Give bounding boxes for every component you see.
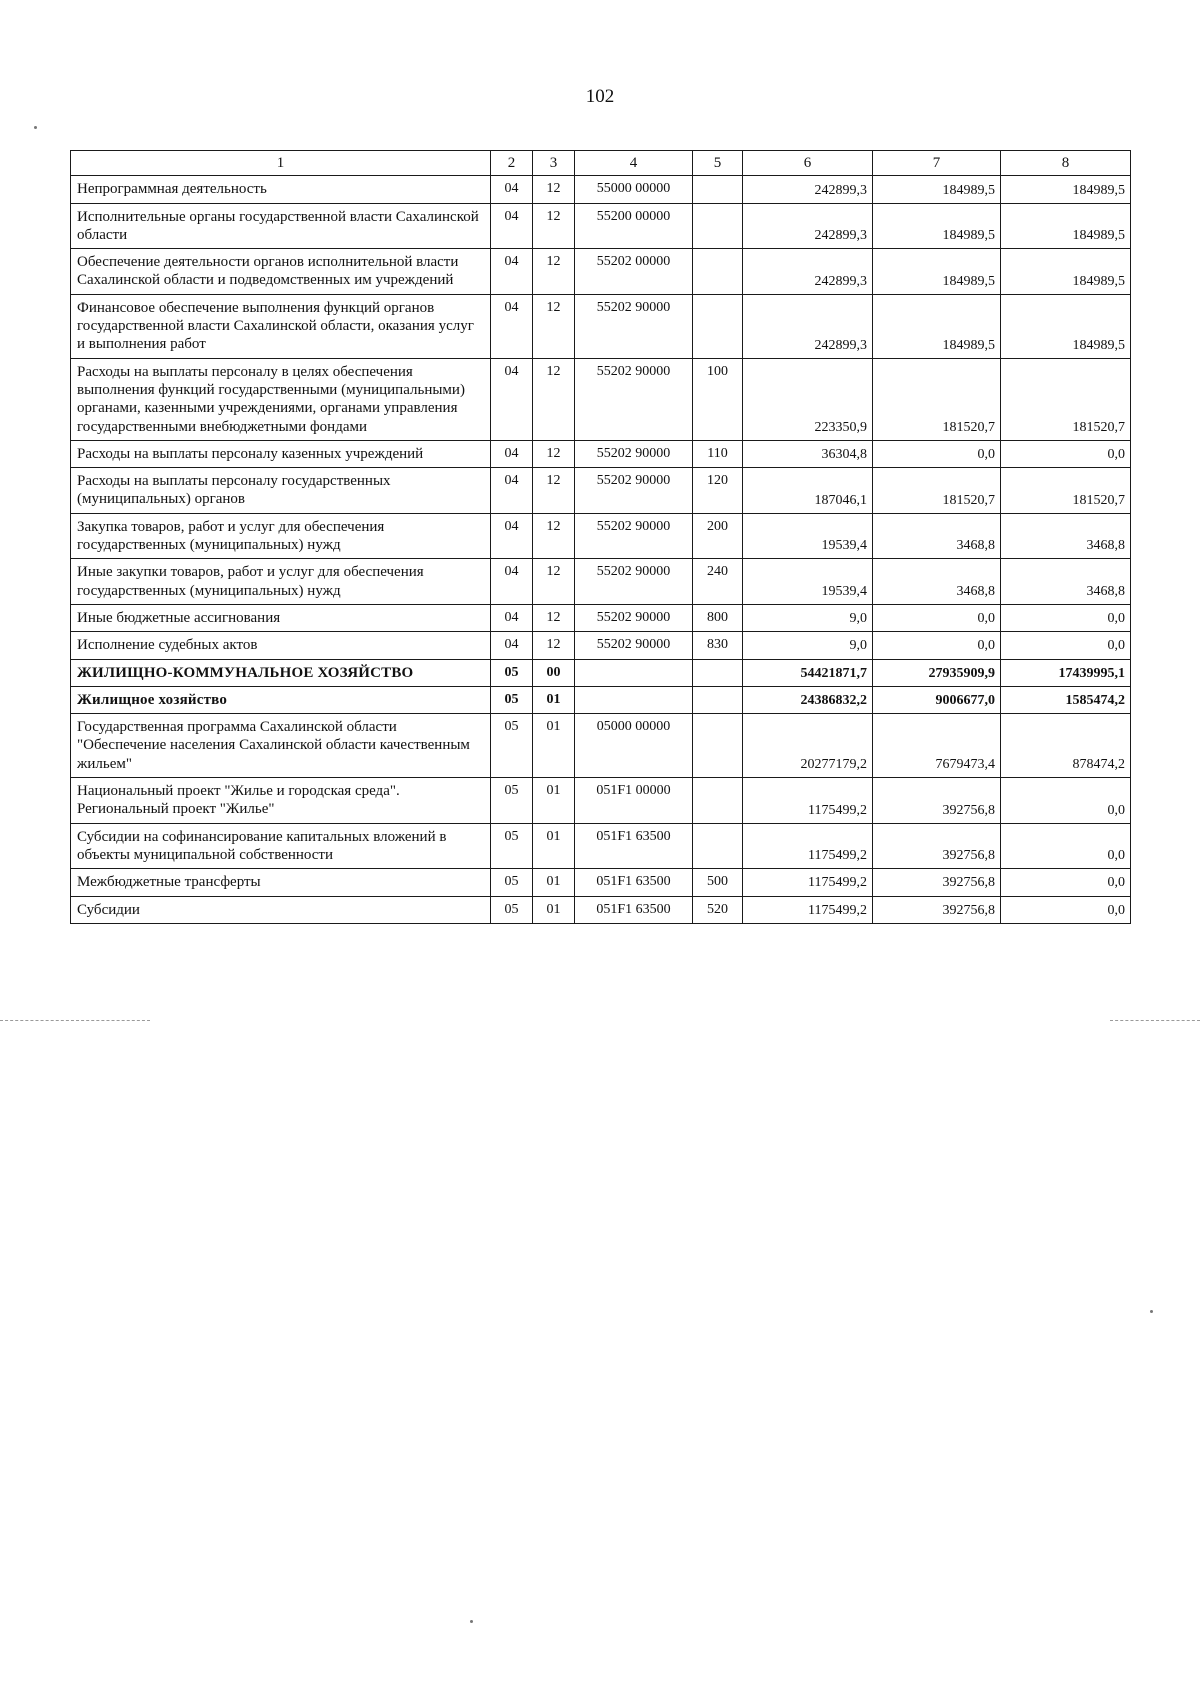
- row-expense-type: [693, 294, 743, 358]
- row-expense-type: 500: [693, 869, 743, 896]
- scan-speck: [470, 1620, 473, 1623]
- row-name: Исполнительные органы государственной власти Сахалинской области: [71, 203, 491, 249]
- scan-artifact-line: [0, 1020, 150, 1021]
- row-name: Межбюджетные трансферты: [71, 869, 491, 896]
- row-target-article: 55202 00000: [575, 249, 693, 295]
- row-name: Обеспечение деятельности органов исполнительной власти Сахалинской области и подведомственных им учреждений: [71, 249, 491, 295]
- row-subsection: 01: [533, 778, 575, 824]
- row-amount-col8: 181520,7: [1001, 358, 1131, 440]
- row-expense-type: [693, 823, 743, 869]
- row-amount-col8: 184989,5: [1001, 249, 1131, 295]
- row-section: 04: [491, 468, 533, 514]
- table-row: [71, 632, 1131, 659]
- row-amount-col7: 7679473,4: [873, 714, 1001, 778]
- table-row: [71, 686, 1131, 713]
- row-name: Расходы на выплаты персоналу в целях обеспечения выполнения функций государственными (муниципальными) органами, казенными учреждениями, органами управления государственными внебюджетными фондами: [71, 358, 491, 440]
- table-row: [71, 714, 1131, 778]
- row-amount-col6: 223350,9: [743, 358, 873, 440]
- row-amount-col6: 24386832,2: [743, 686, 873, 713]
- row-amount-col8: 3468,8: [1001, 559, 1131, 605]
- row-section: 04: [491, 559, 533, 605]
- row-section: 04: [491, 513, 533, 559]
- row-section: 05: [491, 686, 533, 713]
- row-amount-col8: 878474,2: [1001, 714, 1131, 778]
- row-name: Финансовое обеспечение выполнения функций органов государственной власти Сахалинской области, оказания услуг и выполнения работ: [71, 294, 491, 358]
- row-amount-col7: 392756,8: [873, 778, 1001, 824]
- row-amount-col7: 3468,8: [873, 559, 1001, 605]
- row-amount-col8: 0,0: [1001, 440, 1131, 467]
- row-name: Иные закупки товаров, работ и услуг для обеспечения государственных (муниципальных) нужд: [71, 559, 491, 605]
- row-section: 05: [491, 869, 533, 896]
- row-amount-col6: 36304,8: [743, 440, 873, 467]
- table-row: [71, 823, 1131, 869]
- row-target-article: 55202 90000: [575, 468, 693, 514]
- table-row: [71, 358, 1131, 440]
- row-amount-col8: 0,0: [1001, 604, 1131, 631]
- table-row: [71, 294, 1131, 358]
- row-expense-type: [693, 778, 743, 824]
- row-subsection: 12: [533, 632, 575, 659]
- row-target-article: 55202 90000: [575, 294, 693, 358]
- table-row: [71, 468, 1131, 514]
- table-row: [71, 176, 1131, 203]
- row-amount-col6: 242899,3: [743, 176, 873, 203]
- row-amount-col8: 0,0: [1001, 869, 1131, 896]
- row-amount-col6: 19539,4: [743, 513, 873, 559]
- row-amount-col7: 184989,5: [873, 203, 1001, 249]
- row-subsection: 12: [533, 203, 575, 249]
- row-amount-col7: 392756,8: [873, 896, 1001, 923]
- row-section: 05: [491, 778, 533, 824]
- row-amount-col6: 20277179,2: [743, 714, 873, 778]
- row-amount-col7: 392756,8: [873, 869, 1001, 896]
- row-target-article: 051F1 63500: [575, 869, 693, 896]
- row-subsection: 12: [533, 294, 575, 358]
- header-col-2: 2: [491, 151, 533, 176]
- row-amount-col6: 54421871,7: [743, 659, 873, 686]
- row-amount-col8: 17439995,1: [1001, 659, 1131, 686]
- row-amount-col7: 3468,8: [873, 513, 1001, 559]
- table-row: [71, 559, 1131, 605]
- row-expense-type: [693, 714, 743, 778]
- row-name: Непрограммная деятельность: [71, 176, 491, 203]
- row-target-article: 55202 90000: [575, 358, 693, 440]
- row-subsection: 01: [533, 686, 575, 713]
- row-name: Национальный проект "Жилье и городская среда". Региональный проект "Жилье": [71, 778, 491, 824]
- row-subsection: 12: [533, 604, 575, 631]
- row-amount-col8: 184989,5: [1001, 203, 1131, 249]
- row-name: Расходы на выплаты персоналу государственных (муниципальных) органов: [71, 468, 491, 514]
- row-amount-col7: 181520,7: [873, 358, 1001, 440]
- row-amount-col7: 392756,8: [873, 823, 1001, 869]
- table-row: [71, 249, 1131, 295]
- row-section: 04: [491, 294, 533, 358]
- row-expense-type: 100: [693, 358, 743, 440]
- row-section: 04: [491, 203, 533, 249]
- row-amount-col8: 0,0: [1001, 632, 1131, 659]
- header-col-5: 5: [693, 151, 743, 176]
- table-row: [71, 869, 1131, 896]
- row-name: Иные бюджетные ассигнования: [71, 604, 491, 631]
- header-col-7: 7: [873, 151, 1001, 176]
- row-target-article: 55200 00000: [575, 203, 693, 249]
- scan-artifact-line: [1110, 1020, 1200, 1021]
- header-row: [71, 151, 1131, 176]
- row-name: Государственная программа Сахалинской области "Обеспечение населения Сахалинской области качественным жильем": [71, 714, 491, 778]
- row-target-article: 051F1 63500: [575, 823, 693, 869]
- row-amount-col6: 1175499,2: [743, 778, 873, 824]
- row-subsection: 12: [533, 513, 575, 559]
- row-target-article: 05000 00000: [575, 714, 693, 778]
- row-section: 05: [491, 659, 533, 686]
- header-col-3: 3: [533, 151, 575, 176]
- row-expense-type: 240: [693, 559, 743, 605]
- row-target-article: 55202 90000: [575, 440, 693, 467]
- row-expense-type: [693, 249, 743, 295]
- row-amount-col6: 1175499,2: [743, 823, 873, 869]
- row-section: 04: [491, 249, 533, 295]
- header-col-6: 6: [743, 151, 873, 176]
- row-expense-type: 200: [693, 513, 743, 559]
- row-amount-col7: 0,0: [873, 440, 1001, 467]
- budget-table-container: [70, 150, 1130, 924]
- scan-speck: [34, 126, 37, 129]
- row-target-article: 55202 90000: [575, 559, 693, 605]
- page-number: 102: [585, 86, 615, 107]
- row-expense-type: [693, 659, 743, 686]
- row-amount-col7: 0,0: [873, 632, 1001, 659]
- row-subsection: 12: [533, 249, 575, 295]
- table-body: [71, 176, 1131, 924]
- row-amount-col8: 0,0: [1001, 823, 1131, 869]
- scan-speck: [1150, 1310, 1153, 1313]
- row-amount-col8: 0,0: [1001, 896, 1131, 923]
- row-expense-type: 800: [693, 604, 743, 631]
- table-row: [71, 604, 1131, 631]
- row-amount-col7: 0,0: [873, 604, 1001, 631]
- table-row: [71, 440, 1131, 467]
- budget-table: [70, 150, 1131, 924]
- table-row: [71, 896, 1131, 923]
- row-amount-col7: 184989,5: [873, 294, 1001, 358]
- row-expense-type: [693, 176, 743, 203]
- row-section: 04: [491, 440, 533, 467]
- row-name: Исполнение судебных актов: [71, 632, 491, 659]
- row-section: 05: [491, 896, 533, 923]
- row-amount-col7: 27935909,9: [873, 659, 1001, 686]
- row-target-article: 55202 90000: [575, 513, 693, 559]
- row-name: Субсидии: [71, 896, 491, 923]
- row-amount-col6: 242899,3: [743, 294, 873, 358]
- row-section: 04: [491, 632, 533, 659]
- row-name: Закупка товаров, работ и услуг для обеспечения государственных (муниципальных) нужд: [71, 513, 491, 559]
- row-subsection: 01: [533, 714, 575, 778]
- row-subsection: 12: [533, 468, 575, 514]
- header-col-8: 8: [1001, 151, 1131, 176]
- row-subsection: 12: [533, 358, 575, 440]
- table-row: [71, 778, 1131, 824]
- row-amount-col7: 181520,7: [873, 468, 1001, 514]
- row-subsection: 12: [533, 440, 575, 467]
- row-target-article: 051F1 00000: [575, 778, 693, 824]
- row-target-article: [575, 659, 693, 686]
- row-amount-col8: 0,0: [1001, 778, 1131, 824]
- row-target-article: 55202 90000: [575, 604, 693, 631]
- row-amount-col6: 1175499,2: [743, 896, 873, 923]
- row-name: Жилищное хозяйство: [71, 686, 491, 713]
- row-expense-type: [693, 686, 743, 713]
- row-amount-col8: 184989,5: [1001, 294, 1131, 358]
- header-col-1: 1: [71, 151, 491, 176]
- row-amount-col6: 1175499,2: [743, 869, 873, 896]
- row-section: 04: [491, 358, 533, 440]
- row-section: 05: [491, 823, 533, 869]
- row-expense-type: 520: [693, 896, 743, 923]
- row-expense-type: 120: [693, 468, 743, 514]
- row-target-article: 55000 00000: [575, 176, 693, 203]
- row-amount-col8: 3468,8: [1001, 513, 1131, 559]
- row-amount-col7: 184989,5: [873, 176, 1001, 203]
- row-section: 04: [491, 604, 533, 631]
- row-subsection: 01: [533, 896, 575, 923]
- row-amount-col7: 9006677,0: [873, 686, 1001, 713]
- row-amount-col6: 19539,4: [743, 559, 873, 605]
- row-name: Расходы на выплаты персоналу казенных учреждений: [71, 440, 491, 467]
- row-expense-type: 110: [693, 440, 743, 467]
- row-name: ЖИЛИЩНО-КОММУНАЛЬНОЕ ХОЗЯЙСТВО: [71, 659, 491, 686]
- row-expense-type: 830: [693, 632, 743, 659]
- row-amount-col6: 187046,1: [743, 468, 873, 514]
- row-target-article: 051F1 63500: [575, 896, 693, 923]
- row-subsection: 12: [533, 176, 575, 203]
- row-amount-col6: 242899,3: [743, 203, 873, 249]
- row-amount-col8: 181520,7: [1001, 468, 1131, 514]
- row-section: 05: [491, 714, 533, 778]
- row-amount-col6: 242899,3: [743, 249, 873, 295]
- table-row: [71, 203, 1131, 249]
- row-subsection: 12: [533, 559, 575, 605]
- row-subsection: 01: [533, 869, 575, 896]
- row-name: Субсидии на софинансирование капитальных вложений в объекты муниципальной собственности: [71, 823, 491, 869]
- row-section: 04: [491, 176, 533, 203]
- table-row: [71, 659, 1131, 686]
- row-amount-col6: 9,0: [743, 632, 873, 659]
- row-amount-col8: 1585474,2: [1001, 686, 1131, 713]
- row-subsection: 01: [533, 823, 575, 869]
- row-target-article: 55202 90000: [575, 632, 693, 659]
- row-subsection: 00: [533, 659, 575, 686]
- row-target-article: [575, 686, 693, 713]
- row-expense-type: [693, 203, 743, 249]
- row-amount-col6: 9,0: [743, 604, 873, 631]
- header-col-4: 4: [575, 151, 693, 176]
- row-amount-col8: 184989,5: [1001, 176, 1131, 203]
- row-amount-col7: 184989,5: [873, 249, 1001, 295]
- table-row: [71, 513, 1131, 559]
